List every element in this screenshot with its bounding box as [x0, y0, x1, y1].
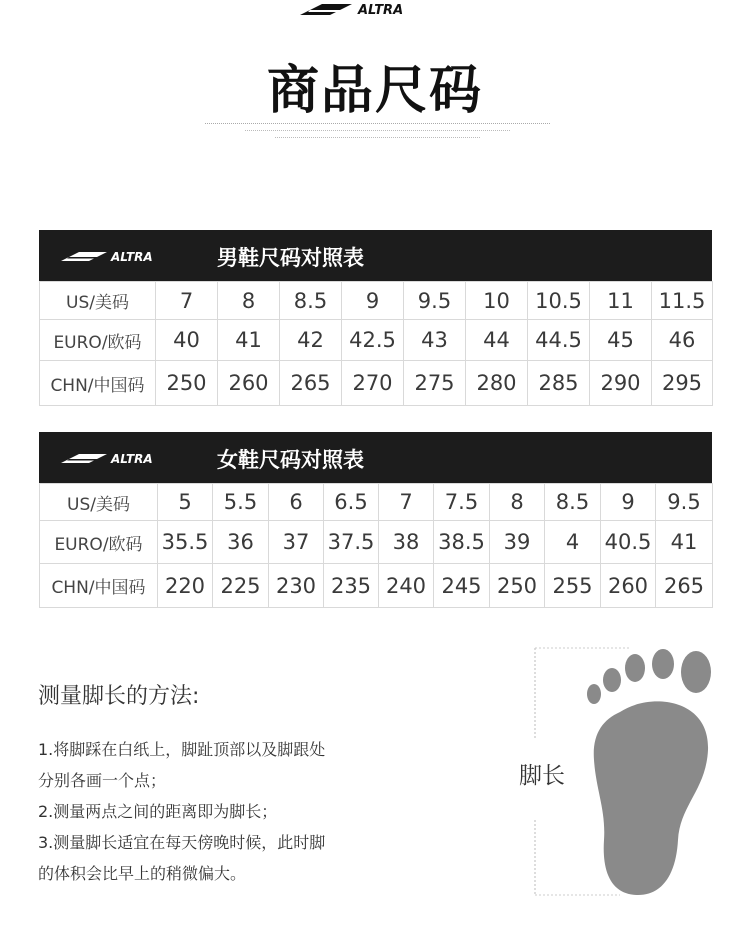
men-row [40, 282, 713, 320]
measure-step-line: 3.测量脚长适宜在每天傍晚时候，此时脚 [38, 833, 326, 852]
size-cell: 5 [158, 484, 213, 521]
size-cell: 38.5 [434, 521, 490, 564]
size-cell: 8.5 [280, 282, 342, 320]
measure-heading: 测量脚长的方法: [38, 684, 200, 709]
size-cell: 265 [656, 564, 713, 608]
measure-step-line: 2.测量两点之间的距离即为脚长； [38, 802, 278, 821]
size-cell: 285 [528, 361, 590, 406]
size-cell: 260 [601, 564, 656, 608]
toe-icon [603, 668, 621, 692]
size-cell: 8 [218, 282, 280, 320]
size-cell: 9.5 [656, 484, 713, 521]
size-cell: 44 [466, 320, 528, 361]
row-label: US/美码 [40, 484, 158, 521]
row-label: EURO/欧码 [40, 320, 156, 361]
toe-icon [587, 684, 601, 704]
size-cell: 9 [342, 282, 404, 320]
size-cell: 43 [404, 320, 466, 361]
foot-sole-icon [594, 701, 708, 895]
size-cell: 250 [490, 564, 545, 608]
size-cell: 35.5 [158, 521, 213, 564]
men-size-table [39, 281, 713, 406]
measure-step-line: 分别各画一个点； [38, 771, 167, 790]
toe-icon [625, 654, 645, 682]
women-size-table [39, 483, 713, 608]
size-cell: 11.5 [652, 282, 713, 320]
size-cell: 41 [656, 521, 713, 564]
size-cell: 6 [269, 484, 324, 521]
size-cell: 240 [379, 564, 434, 608]
size-cell: 7 [156, 282, 218, 320]
toe-icon [652, 649, 674, 679]
page-title: 商品尺码 [266, 61, 483, 121]
size-cell: 45 [590, 320, 652, 361]
size-cell: 290 [590, 361, 652, 406]
size-cell: 235 [324, 564, 379, 608]
size-cell: 39 [490, 521, 545, 564]
size-cell: 7 [379, 484, 434, 521]
altra-logo [61, 452, 199, 464]
size-cell: 4 [545, 521, 601, 564]
big-toe-icon [681, 651, 711, 693]
size-cell: 37 [269, 521, 324, 564]
men-chart-header [39, 230, 712, 281]
row-label: CHN/中国码 [40, 564, 158, 608]
size-cell: 44.5 [528, 320, 590, 361]
size-cell: 38 [379, 521, 434, 564]
men-size-chart [39, 230, 712, 406]
size-cell: 46 [652, 320, 713, 361]
size-cell: 41 [218, 320, 280, 361]
measure-step-line: 1.将脚踩在白纸上，脚趾顶部以及脚跟处 [38, 740, 326, 759]
size-cell: 8.5 [545, 484, 601, 521]
size-cell: 250 [156, 361, 218, 406]
size-cell: 42.5 [342, 320, 404, 361]
size-cell: 9.5 [404, 282, 466, 320]
women-chart-header [39, 432, 712, 483]
women-chart-title: 女鞋尺码对照表 [217, 448, 364, 472]
size-cell: 265 [280, 361, 342, 406]
size-cell: 260 [218, 361, 280, 406]
men-row [40, 361, 713, 406]
row-label: US/美码 [40, 282, 156, 320]
measure-step-line: 的体积会比早上的稍微偏大。 [38, 864, 247, 883]
size-cell: 42 [280, 320, 342, 361]
women-row [40, 564, 713, 608]
size-cell: 5.5 [213, 484, 269, 521]
size-cell: 255 [545, 564, 601, 608]
measure-steps [38, 734, 458, 889]
size-cell: 36 [213, 521, 269, 564]
size-cell: 7.5 [434, 484, 490, 521]
size-cell: 10 [466, 282, 528, 320]
altra-logo [61, 250, 199, 262]
men-chart-title: 男鞋尺码对照表 [217, 246, 364, 270]
size-cell: 10.5 [528, 282, 590, 320]
size-cell: 8 [490, 484, 545, 521]
size-cell: 40.5 [601, 521, 656, 564]
size-cell: 6.5 [324, 484, 379, 521]
size-cell: 270 [342, 361, 404, 406]
altra-logo [300, 2, 452, 16]
size-cell: 220 [158, 564, 213, 608]
size-cell: 40 [156, 320, 218, 361]
row-label: EURO/欧码 [40, 521, 158, 564]
women-size-chart [39, 432, 712, 608]
foot-length-label: 脚长 [519, 763, 565, 789]
size-cell: 275 [404, 361, 466, 406]
size-cell: 225 [213, 564, 269, 608]
women-row [40, 484, 713, 521]
size-cell: 245 [434, 564, 490, 608]
size-cell: 280 [466, 361, 528, 406]
size-cell: 37.5 [324, 521, 379, 564]
size-cell: 295 [652, 361, 713, 406]
altra-logo-text: ALTRA [111, 452, 153, 464]
women-row [40, 521, 713, 564]
size-cell: 230 [269, 564, 324, 608]
size-cell: 11 [590, 282, 652, 320]
altra-logo-text: ALTRA [111, 250, 153, 262]
fine-print-decoration [205, 121, 550, 144]
size-cell: 9 [601, 484, 656, 521]
altra-logo-text: ALTRA [358, 3, 404, 16]
men-row [40, 320, 713, 361]
row-label: CHN/中国码 [40, 361, 156, 406]
